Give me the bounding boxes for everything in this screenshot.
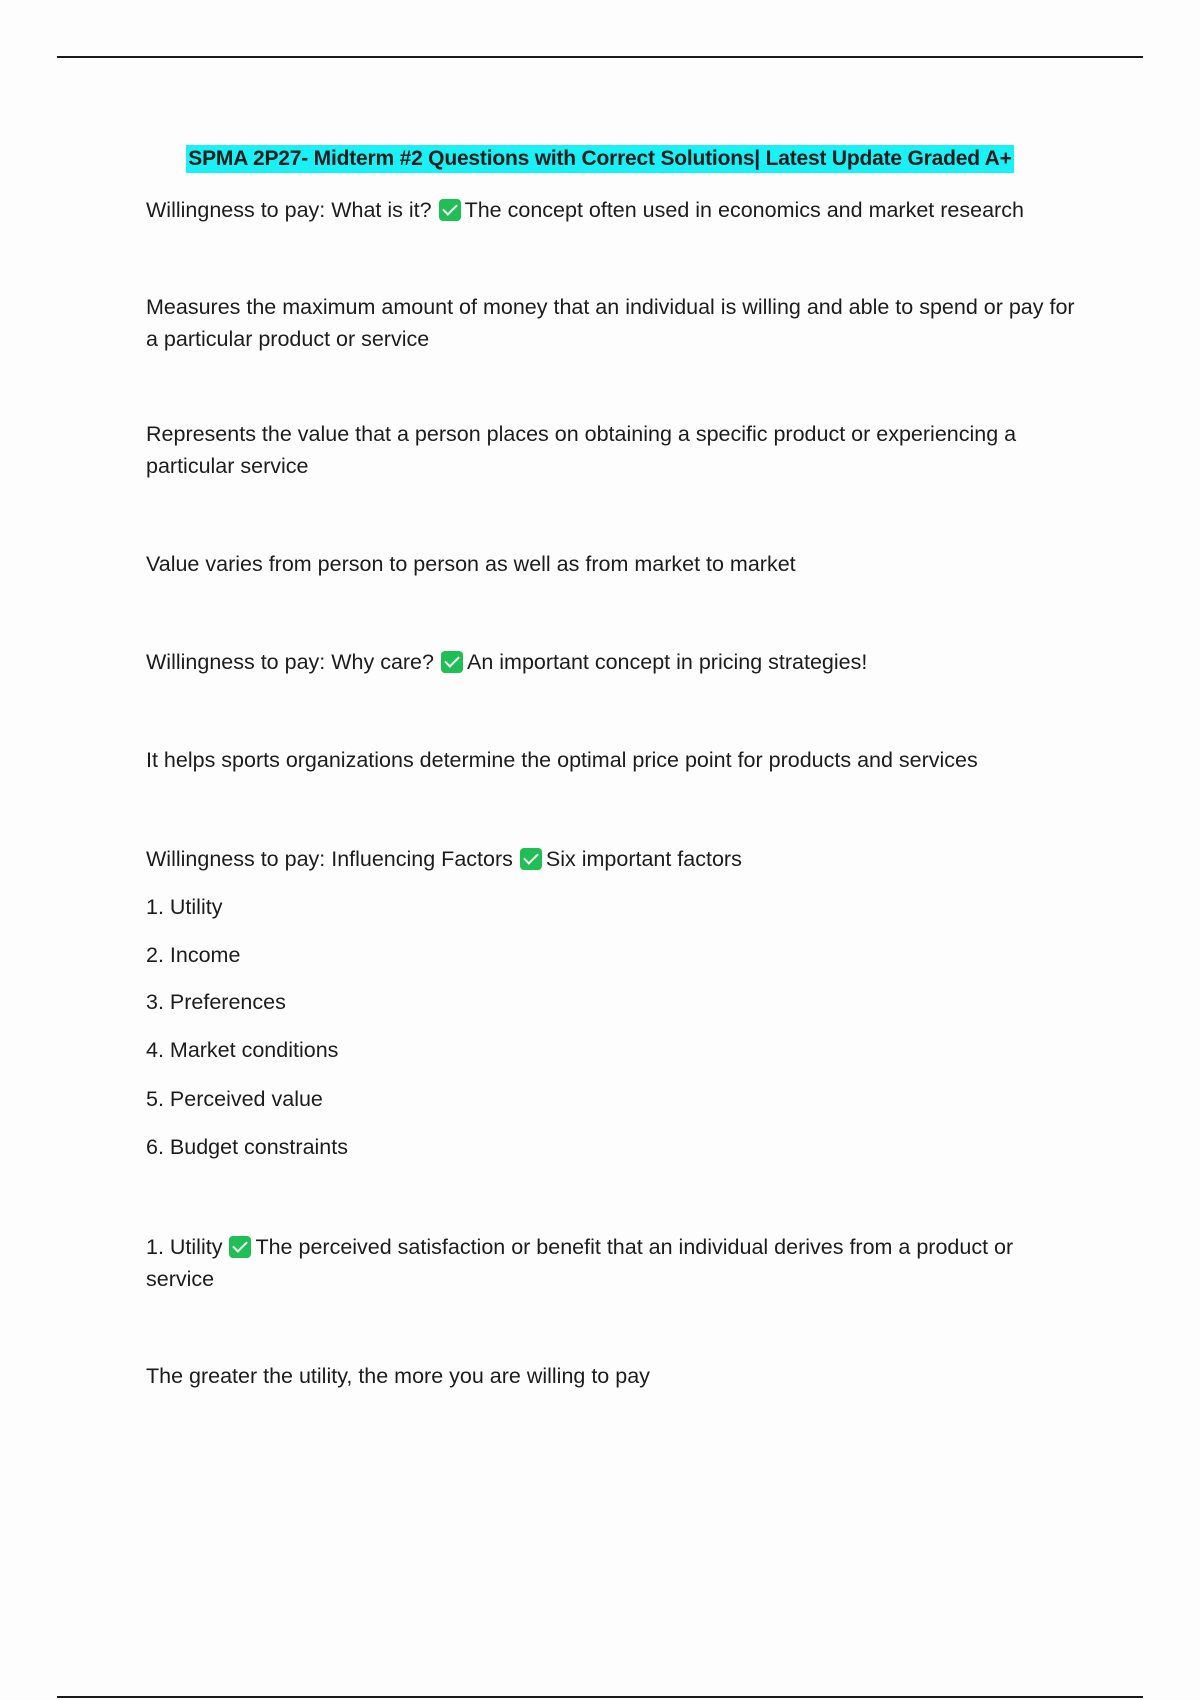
answer-paragraph: The greater the utility, the more you are willing to pay: [146, 1364, 650, 1388]
answer-text: An important concept in pricing strategies!: [466, 650, 868, 674]
answer-paragraph: Represents the value that a person places on obtaining a specific product or experiencing a particular service: [146, 422, 1017, 478]
title-container: [0, 145, 1200, 173]
question-text: 1. Utility: [146, 1235, 223, 1259]
document-title: SPMA 2P27- Midterm #2 Questions with Correct Solutions| Latest Update Graded A+: [186, 145, 1013, 173]
list-item: 6. Budget constraints: [146, 1135, 348, 1159]
question-line: [146, 194, 1086, 226]
check-box-icon: [520, 848, 542, 870]
answer-paragraph: Measures the maximum amount of money that an individual is willing and able to spend or pay for a particular product or service: [146, 295, 1075, 351]
list-item: 4. Market conditions: [146, 1038, 339, 1062]
question-text: Willingness to pay: Why care?: [146, 650, 434, 674]
answer-text: The perceived satisfaction or benefit that an individual derives from a product or service: [146, 1235, 1014, 1291]
check-box-icon: [439, 199, 461, 221]
list-item: 5. Perceived value: [146, 1087, 323, 1111]
answer-paragraph: Value varies from person to person as well as from market to market: [146, 552, 796, 576]
list-item: 1. Utility: [146, 895, 223, 919]
question-line: [146, 646, 1086, 678]
question-text: Willingness to pay: What is it?: [146, 198, 432, 222]
question-line: [146, 843, 1086, 875]
answer-paragraph: It helps sports organizations determine the optimal price point for products and services: [146, 748, 978, 772]
question-text: Willingness to pay: Influencing Factors: [146, 847, 513, 871]
question-line: [146, 1231, 1086, 1295]
check-box-icon: [441, 651, 463, 673]
check-box-icon: [229, 1236, 251, 1258]
list-item: 3. Preferences: [146, 990, 286, 1014]
answer-text: The concept often used in economics and market research: [464, 198, 1024, 222]
list-item: 2. Income: [146, 943, 241, 967]
answer-text: Six important factors: [545, 847, 742, 871]
header-rule: [57, 56, 1143, 58]
footer-rule: [57, 1696, 1143, 1698]
